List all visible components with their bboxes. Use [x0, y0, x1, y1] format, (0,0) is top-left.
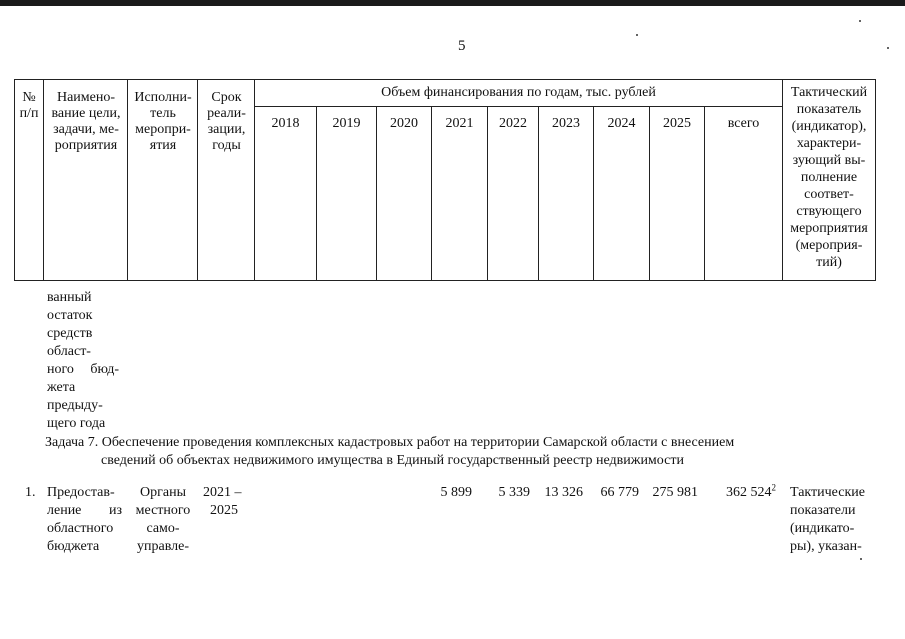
task-heading-line2: сведений об объектах недвижимого имущества в Единый государственный реестр недвижимости: [101, 453, 684, 468]
task-heading-line1: Задача 7. Обеспечение проведения комплексных кадастровых работ на территории Самарской области с внесением: [45, 435, 735, 450]
row-indicator-line: (индикато-: [790, 521, 855, 536]
header-cell-executor: [127, 79, 198, 281]
year-2023-label: 2023: [552, 116, 580, 131]
footnote-mark: 2: [771, 482, 776, 493]
row-name-line: областного: [47, 521, 114, 536]
row-name-line: ление из: [47, 503, 122, 518]
row-term-line: 2021 –: [203, 485, 242, 500]
continued-line: жета: [47, 380, 76, 395]
scan-speck: [887, 47, 889, 49]
header-cell-funding: [254, 79, 783, 107]
value-2022: 5 339: [498, 485, 530, 500]
value-2025: 275 981: [652, 485, 698, 500]
scan-speck: [859, 20, 861, 22]
year-cell-2019: [316, 106, 377, 281]
year-2018-label: 2018: [271, 116, 300, 131]
year-2022-label: 2022: [499, 116, 527, 131]
header-cell-indicator: [782, 79, 876, 281]
continued-line: ванный: [47, 290, 92, 305]
year-cell-2022: [487, 106, 539, 281]
header-cell-number: [14, 79, 44, 281]
row-indicator-line: показатели: [790, 503, 856, 518]
year-2019-label: 2019: [332, 116, 361, 131]
year-cell-total: [704, 106, 783, 281]
row-number: 1.: [25, 485, 36, 500]
scan-speck: [860, 558, 862, 560]
row-executor-line: управле-: [137, 539, 189, 554]
continued-line: остаток: [47, 308, 93, 323]
continued-line: ного бюд-: [47, 362, 119, 377]
year-2024-label: 2024: [607, 116, 636, 131]
header-number-text: № п/п: [19, 90, 39, 121]
value-total-number: 362 524: [726, 485, 772, 500]
year-cell-2024: [593, 106, 650, 281]
scan-top-edge: [0, 0, 905, 6]
year-total-label: всего: [727, 116, 760, 131]
header-name-text: Наимено-вание цели, задачи, ме-роприятия: [51, 90, 121, 153]
row-executor-line: само-: [146, 521, 180, 536]
value-2021: 5 899: [440, 485, 472, 500]
scan-speck: [636, 34, 638, 36]
continued-line: щего года: [47, 416, 106, 431]
year-2025-label: 2025: [663, 116, 691, 131]
page-number: 5: [458, 38, 466, 54]
row-indicator-line: ры), указан-: [790, 539, 862, 554]
year-cell-2018: [254, 106, 317, 281]
row-indicator-line: Тактические: [790, 485, 865, 500]
header-funding-text: Объем финансирования по годам, тыс. рублей: [381, 85, 656, 100]
value-2023: 13 326: [544, 485, 583, 500]
header-term-text: Срок реали-зации, годы: [207, 90, 246, 153]
value-2024: 66 779: [600, 485, 639, 500]
header-executor-text: Исполни-тель меропри-ятия: [134, 90, 192, 153]
header-indicator-text: Тактический показатель (индикатор), характери-зующий вы-полнение соответ-ствующего мероприятия (мероприя-тий): [790, 85, 868, 270]
row-executor-line: местного: [135, 503, 191, 518]
year-2020-label: 2020: [390, 116, 418, 131]
row-executor-line: Органы: [140, 485, 186, 500]
row-term-line: 2025: [210, 503, 238, 518]
year-cell-2021: [431, 106, 488, 281]
year-cell-2020: [376, 106, 432, 281]
year-cell-2023: [538, 106, 594, 281]
continued-line: област-: [47, 344, 91, 359]
header-cell-name: [43, 79, 128, 281]
header-cell-term: [197, 79, 255, 281]
year-2021-label: 2021: [445, 116, 474, 131]
year-cell-2025: [649, 106, 705, 281]
continued-line: средств: [47, 326, 93, 341]
continued-line: предыду-: [47, 398, 103, 413]
value-total: [700, 482, 776, 501]
row-name-line: бюджета: [47, 539, 100, 554]
row-name-line: Предостав-: [47, 485, 115, 500]
